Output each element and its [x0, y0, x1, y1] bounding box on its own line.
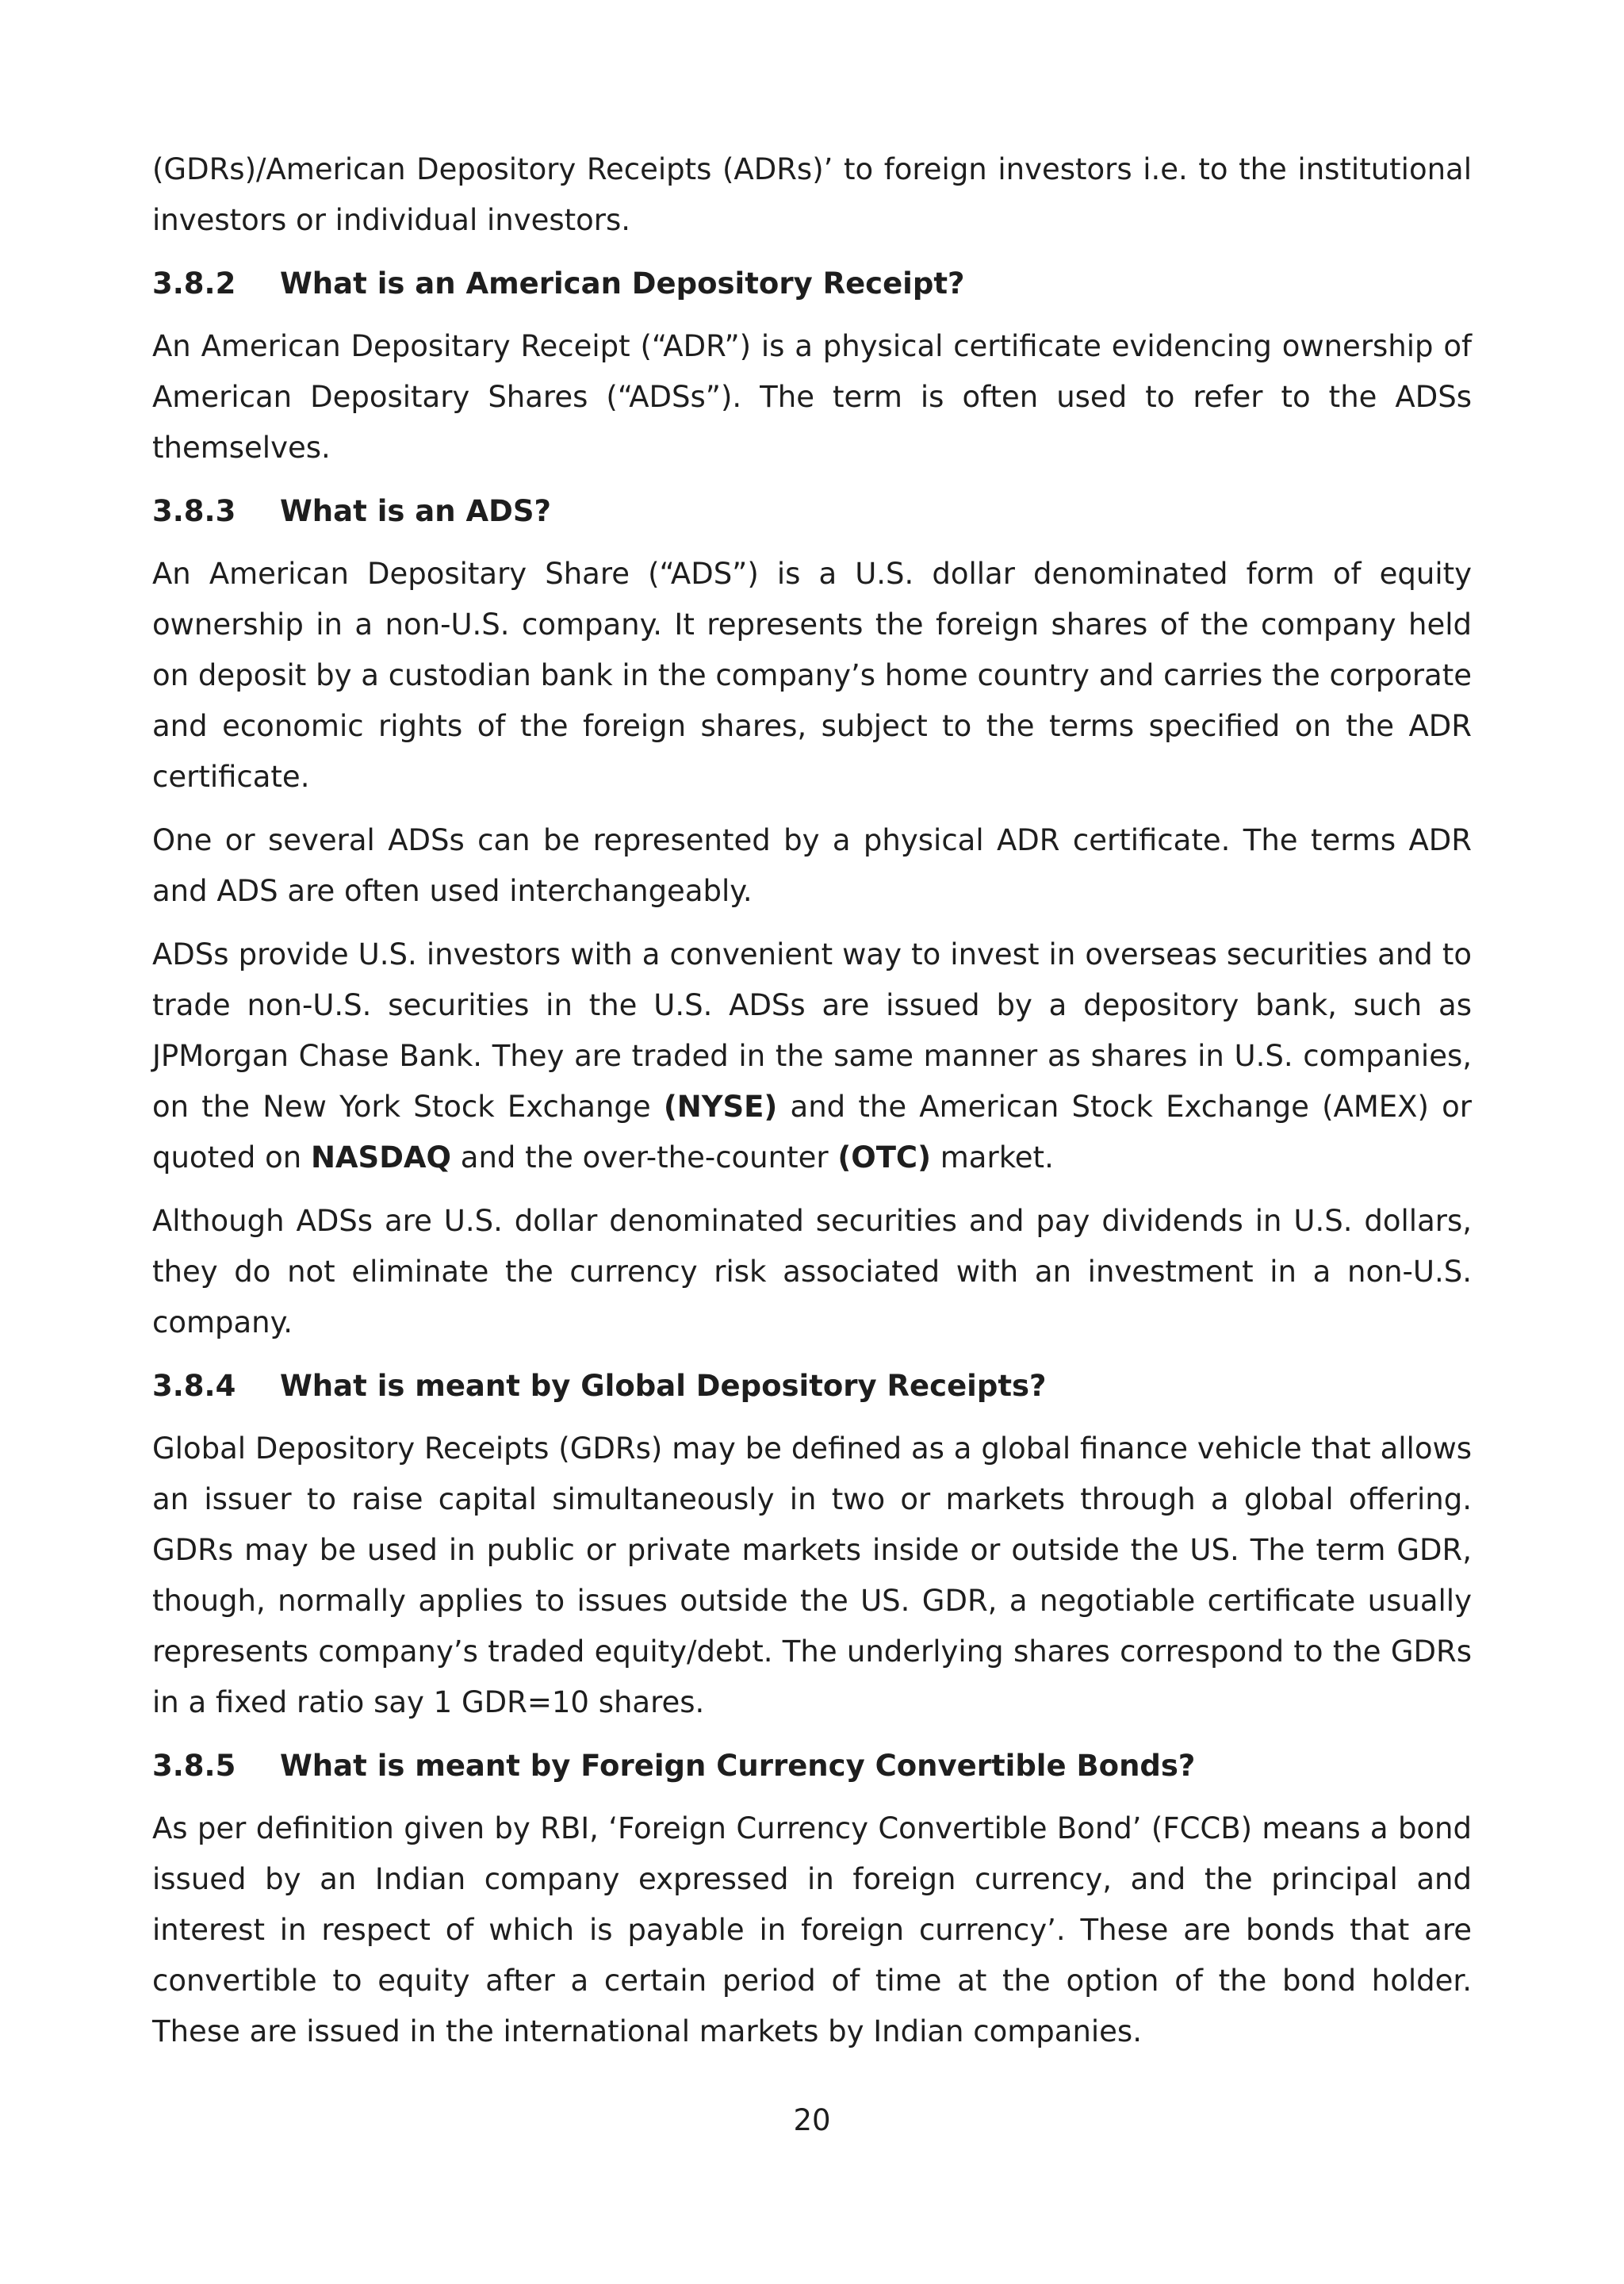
section-number: 3.8.2	[152, 266, 236, 301]
section-title: What is meant by Global Depository Receipts?	[280, 1369, 1047, 1403]
section-heading-3-8-5	[152, 1741, 1472, 1792]
text-run: and the over-the-counter	[451, 1140, 838, 1175]
paragraph-ads-trading	[152, 929, 1472, 1183]
section-title: What is an ADS?	[280, 494, 551, 528]
paragraph-adr-definition: An American Depositary Receipt (“ADR”) is a physical certificate evidencing ownership of American Depositary Shares (“ADSs”). The term is often used to refer to the ADSs themselves.	[152, 329, 1472, 465]
section-number: 3.8.3	[152, 494, 236, 528]
paragraph-gdr-definition: Global Depository Receipts (GDRs) may be defined as a global finance vehicle that allows an issuer to raise capital simultaneously in two or markets through a global offering. GDRs may be used in public or private markets inside or outside the US. The term GDR, though, normally applies to issues outside the US. GDR, a negotiable certificate usually represents company’s traded equity/debt. The underlying shares correspond to the GDRs in a fixed ratio say 1 GDR=10 shares.	[152, 1431, 1472, 1719]
bold-otc: (OTC)	[837, 1140, 931, 1175]
section-heading-3-8-4	[152, 1361, 1472, 1412]
section-heading-3-8-3	[152, 486, 1472, 537]
paragraph-fccb-definition: As per definition given by RBI, ‘Foreign Currency Convertible Bond’ (FCCB) means a bond issued by an Indian company expressed in foreign currency, and the principal and interest in respect of which is payable in foreign currency’. These are bonds that are convertible to equity after a certain period of time at the option of the bond holder. These are issued in the international markets by Indian companies.	[152, 1811, 1472, 2048]
bold-nyse: (NYSE)	[663, 1090, 778, 1124]
section-number: 3.8.4	[152, 1369, 236, 1403]
text-run: ADSs provide U.S. investors with a convenient way to invest in overseas securities and to trade non-U.S. securities in the U.S. ADSs are issued by a depository bank, such as JPMorgan Chase Bank. They are traded in the same manner as shares in U.S. companies, on the New York Stock Exchange	[152, 937, 1472, 1124]
paragraph-ads-definition: An American Depositary Share (“ADS”) is a U.S. dollar denominated form of equity ownership in a non-U.S. company. It represents the foreign shares of the company held on deposit by a custodian bank in the company’s home country and carries the corporate and economic rights of the foreign shares, subject to the terms specified on the ADR certificate.	[152, 557, 1472, 794]
paragraph-ads-currency-risk: Although ADSs are U.S. dollar denominated securities and pay dividends in U.S. dollars, they do not eliminate the currency risk associated with an investment in a non-U.S. company.	[152, 1204, 1472, 1339]
document-page	[152, 144, 1472, 2070]
section-title: What is an American Depository Receipt?	[280, 266, 965, 301]
paragraph-ads-interchangeable: One or several ADSs can be represented by a physical ADR certificate. The terms ADR and ADS are often used interchangeably.	[152, 823, 1472, 908]
text-run: and the American Stock Exchange (AMEX) or quoted on	[152, 1090, 1473, 1175]
section-heading-3-8-2	[152, 259, 1472, 309]
intro-paragraph: (GDRs)/American Depository Receipts (ADRs)’ to foreign investors i.e. to the institutional investors or individual investors.	[152, 152, 1472, 237]
section-number: 3.8.5	[152, 1749, 236, 1783]
page-number: 20	[793, 2103, 831, 2137]
section-title: What is meant by Foreign Currency Convertible Bonds?	[280, 1749, 1196, 1783]
bold-nasdaq: NASDAQ	[310, 1140, 452, 1175]
text-run: market.	[931, 1140, 1054, 1175]
